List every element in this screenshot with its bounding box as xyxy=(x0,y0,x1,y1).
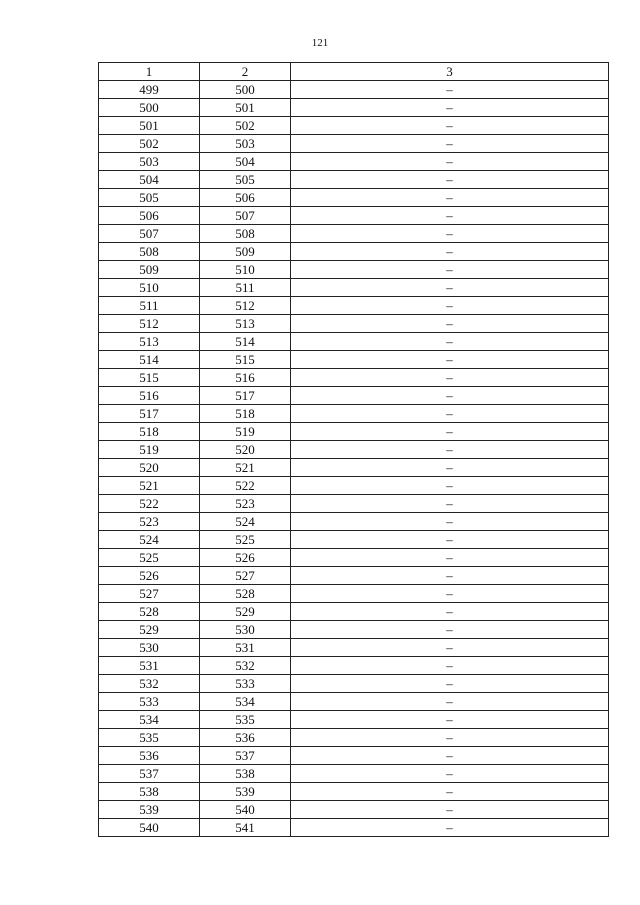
table-row xyxy=(99,171,609,189)
table-cell-col-1: 527 xyxy=(99,585,200,603)
table-cell-col-1: 525 xyxy=(99,549,200,567)
table-row xyxy=(99,153,609,171)
table-row xyxy=(99,261,609,279)
table-cell-col-1: 511 xyxy=(99,297,200,315)
table-row xyxy=(99,621,609,639)
table-cell-col-2: 511 xyxy=(200,279,291,297)
table-cell-col-1: 519 xyxy=(99,441,200,459)
table-cell-col-1: 538 xyxy=(99,783,200,801)
table-cell-col-1: 533 xyxy=(99,693,200,711)
table-cell-col-3: – xyxy=(291,81,609,99)
table-cell-col-2: 521 xyxy=(200,459,291,477)
table-cell-col-2: 509 xyxy=(200,243,291,261)
table-cell-col-2: 500 xyxy=(200,81,291,99)
table-row xyxy=(99,495,609,513)
table-row xyxy=(99,711,609,729)
table-cell-col-3: – xyxy=(291,315,609,333)
table-row xyxy=(99,747,609,765)
table-cell-col-3: – xyxy=(291,171,609,189)
table-cell-col-3: – xyxy=(291,675,609,693)
table-cell-col-3: – xyxy=(291,603,609,621)
table-body xyxy=(99,81,609,837)
table-cell-col-3: – xyxy=(291,531,609,549)
table-cell-col-1: 537 xyxy=(99,765,200,783)
table-cell-col-3: – xyxy=(291,711,609,729)
table-cell-col-2: 536 xyxy=(200,729,291,747)
table-cell-col-1: 540 xyxy=(99,819,200,837)
table-row xyxy=(99,135,609,153)
table-cell-col-1: 500 xyxy=(99,99,200,117)
table-cell-col-1: 517 xyxy=(99,405,200,423)
table-cell-col-3: – xyxy=(291,495,609,513)
table-cell-col-2: 516 xyxy=(200,369,291,387)
table-cell-col-1: 526 xyxy=(99,567,200,585)
column-header-2: 2 xyxy=(200,63,291,81)
table-cell-col-2: 535 xyxy=(200,711,291,729)
table-row xyxy=(99,549,609,567)
table-cell-col-1: 513 xyxy=(99,333,200,351)
table-row xyxy=(99,513,609,531)
table-cell-col-3: – xyxy=(291,279,609,297)
table-row xyxy=(99,729,609,747)
table-cell-col-3: – xyxy=(291,405,609,423)
table-cell-col-2: 517 xyxy=(200,387,291,405)
table-row xyxy=(99,387,609,405)
table-cell-col-3: – xyxy=(291,297,609,315)
table-cell-col-3: – xyxy=(291,207,609,225)
table-cell-col-2: 530 xyxy=(200,621,291,639)
table-cell-col-2: 528 xyxy=(200,585,291,603)
table-cell-col-1: 509 xyxy=(99,261,200,279)
table-row xyxy=(99,675,609,693)
table-cell-col-1: 539 xyxy=(99,801,200,819)
table-row xyxy=(99,531,609,549)
table-cell-col-3: – xyxy=(291,765,609,783)
table-row xyxy=(99,639,609,657)
table-cell-col-3: – xyxy=(291,657,609,675)
table-row xyxy=(99,243,609,261)
table-cell-col-1: 504 xyxy=(99,171,200,189)
table-cell-col-2: 541 xyxy=(200,819,291,837)
table-cell-col-3: – xyxy=(291,621,609,639)
table-cell-col-2: 523 xyxy=(200,495,291,513)
data-table xyxy=(98,62,609,837)
table-row xyxy=(99,585,609,603)
table-row xyxy=(99,81,609,99)
table-cell-col-3: – xyxy=(291,477,609,495)
table-row xyxy=(99,477,609,495)
table-row xyxy=(99,297,609,315)
table-cell-col-1: 520 xyxy=(99,459,200,477)
table-row xyxy=(99,819,609,837)
table-cell-col-3: – xyxy=(291,99,609,117)
table-cell-col-1: 530 xyxy=(99,639,200,657)
table-cell-col-1: 521 xyxy=(99,477,200,495)
table-cell-col-2: 539 xyxy=(200,783,291,801)
table-row xyxy=(99,279,609,297)
table-cell-col-1: 523 xyxy=(99,513,200,531)
table-cell-col-3: – xyxy=(291,783,609,801)
table-cell-col-3: – xyxy=(291,387,609,405)
table-cell-col-1: 528 xyxy=(99,603,200,621)
table-cell-col-3: – xyxy=(291,801,609,819)
table-cell-col-3: – xyxy=(291,135,609,153)
table-cell-col-2: 531 xyxy=(200,639,291,657)
table-row xyxy=(99,351,609,369)
table-cell-col-2: 508 xyxy=(200,225,291,243)
table-cell-col-1: 499 xyxy=(99,81,200,99)
table-cell-col-1: 534 xyxy=(99,711,200,729)
table-cell-col-3: – xyxy=(291,333,609,351)
table-cell-col-2: 512 xyxy=(200,297,291,315)
table-cell-col-1: 512 xyxy=(99,315,200,333)
table-row xyxy=(99,99,609,117)
table-cell-col-2: 505 xyxy=(200,171,291,189)
table-row xyxy=(99,567,609,585)
table-row xyxy=(99,225,609,243)
table-cell-col-1: 505 xyxy=(99,189,200,207)
table-cell-col-2: 504 xyxy=(200,153,291,171)
table-cell-col-3: – xyxy=(291,441,609,459)
table-cell-col-1: 515 xyxy=(99,369,200,387)
table-cell-col-3: – xyxy=(291,819,609,837)
column-header-3: 3 xyxy=(291,63,609,81)
table-cell-col-3: – xyxy=(291,117,609,135)
table-cell-col-2: 507 xyxy=(200,207,291,225)
table-cell-col-2: 503 xyxy=(200,135,291,153)
table-cell-col-1: 503 xyxy=(99,153,200,171)
table-row xyxy=(99,657,609,675)
table-cell-col-1: 522 xyxy=(99,495,200,513)
table-cell-col-3: – xyxy=(291,153,609,171)
table-cell-col-2: 501 xyxy=(200,99,291,117)
table-cell-col-3: – xyxy=(291,423,609,441)
table-cell-col-2: 514 xyxy=(200,333,291,351)
table-cell-col-2: 522 xyxy=(200,477,291,495)
table-cell-col-1: 507 xyxy=(99,225,200,243)
table-cell-col-3: – xyxy=(291,369,609,387)
table-cell-col-1: 518 xyxy=(99,423,200,441)
table-cell-col-3: – xyxy=(291,567,609,585)
table-cell-col-2: 533 xyxy=(200,675,291,693)
table-cell-col-3: – xyxy=(291,189,609,207)
table-cell-col-3: – xyxy=(291,243,609,261)
table-row xyxy=(99,765,609,783)
table-cell-col-3: – xyxy=(291,351,609,369)
table-row xyxy=(99,189,609,207)
table-cell-col-3: – xyxy=(291,747,609,765)
table-cell-col-2: 513 xyxy=(200,315,291,333)
header-row xyxy=(99,63,609,81)
table-cell-col-3: – xyxy=(291,225,609,243)
table-cell-col-2: 520 xyxy=(200,441,291,459)
table-cell-col-1: 501 xyxy=(99,117,200,135)
table-row xyxy=(99,783,609,801)
table-row xyxy=(99,405,609,423)
table-cell-col-2: 525 xyxy=(200,531,291,549)
table-cell-col-2: 502 xyxy=(200,117,291,135)
table-cell-col-1: 510 xyxy=(99,279,200,297)
table-cell-col-2: 538 xyxy=(200,765,291,783)
table-header xyxy=(99,63,609,81)
table-cell-col-2: 519 xyxy=(200,423,291,441)
table-row xyxy=(99,459,609,477)
table-cell-col-3: – xyxy=(291,585,609,603)
table-cell-col-2: 532 xyxy=(200,657,291,675)
table-cell-col-2: 524 xyxy=(200,513,291,531)
table-cell-col-2: 518 xyxy=(200,405,291,423)
table-cell-col-1: 516 xyxy=(99,387,200,405)
table-cell-col-3: – xyxy=(291,729,609,747)
table-row xyxy=(99,207,609,225)
table-cell-col-3: – xyxy=(291,459,609,477)
table-cell-col-1: 514 xyxy=(99,351,200,369)
table-cell-col-3: – xyxy=(291,261,609,279)
table-row xyxy=(99,801,609,819)
table-row xyxy=(99,441,609,459)
table-row xyxy=(99,693,609,711)
table-cell-col-3: – xyxy=(291,639,609,657)
table-cell-col-3: – xyxy=(291,693,609,711)
table-row xyxy=(99,423,609,441)
table-cell-col-1: 531 xyxy=(99,657,200,675)
table-cell-col-2: 540 xyxy=(200,801,291,819)
table-cell-col-1: 502 xyxy=(99,135,200,153)
table-cell-col-2: 537 xyxy=(200,747,291,765)
table-cell-col-3: – xyxy=(291,513,609,531)
table-cell-col-3: – xyxy=(291,549,609,567)
table-cell-col-1: 532 xyxy=(99,675,200,693)
table-cell-col-1: 508 xyxy=(99,243,200,261)
table-cell-col-2: 526 xyxy=(200,549,291,567)
table-cell-col-2: 515 xyxy=(200,351,291,369)
table-cell-col-2: 510 xyxy=(200,261,291,279)
column-header-1: 1 xyxy=(99,63,200,81)
page-number: 121 xyxy=(311,37,329,49)
table-cell-col-2: 534 xyxy=(200,693,291,711)
table-cell-col-1: 506 xyxy=(99,207,200,225)
table-row xyxy=(99,369,609,387)
table-cell-col-1: 536 xyxy=(99,747,200,765)
table-row xyxy=(99,333,609,351)
table-cell-col-2: 506 xyxy=(200,189,291,207)
table-cell-col-2: 527 xyxy=(200,567,291,585)
table-row xyxy=(99,315,609,333)
table-cell-col-2: 529 xyxy=(200,603,291,621)
table-row xyxy=(99,603,609,621)
table-row xyxy=(99,117,609,135)
table-cell-col-1: 535 xyxy=(99,729,200,747)
table-cell-col-1: 529 xyxy=(99,621,200,639)
table-cell-col-1: 524 xyxy=(99,531,200,549)
